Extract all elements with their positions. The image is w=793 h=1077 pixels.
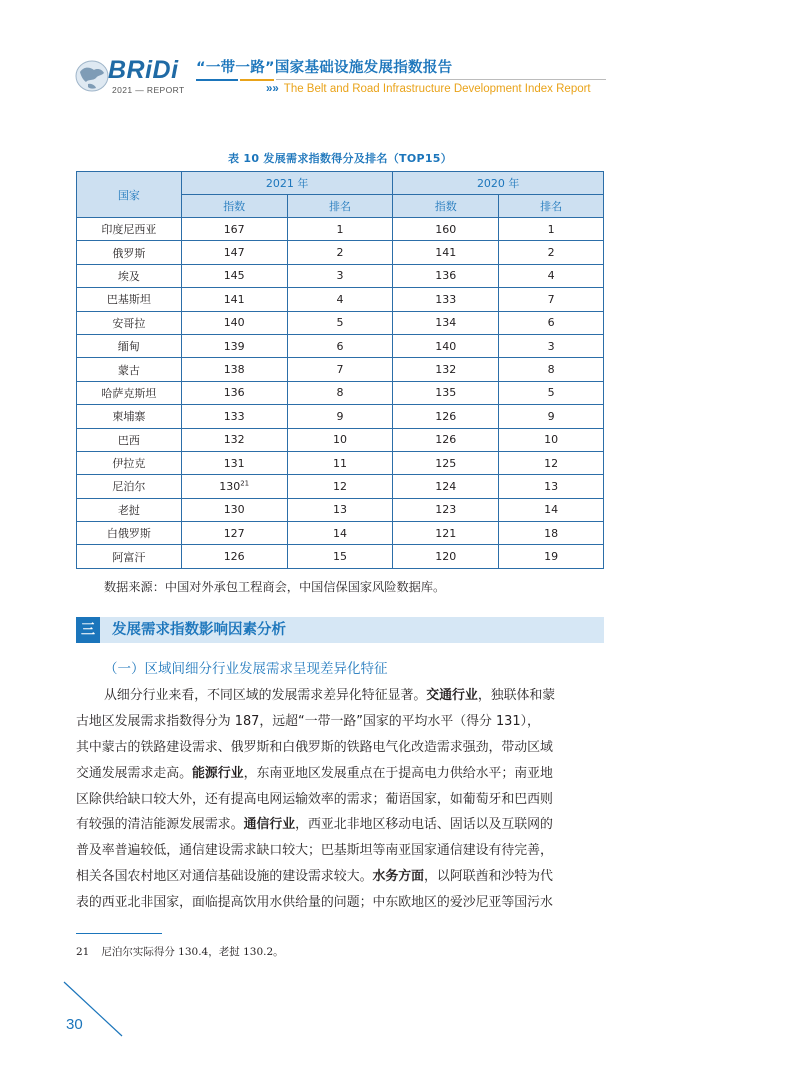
header-year-2020: 2020 年 [393, 172, 604, 195]
index-2020-cell: 121 [393, 522, 499, 545]
rank-2020-cell: 12 [499, 451, 604, 474]
index-2020-cell: 132 [393, 358, 499, 381]
rank-2021-cell: 10 [287, 428, 393, 451]
rank-2020-cell: 5 [499, 381, 604, 404]
rank-2021-cell: 7 [287, 358, 393, 381]
page-number: 30 [66, 1016, 83, 1033]
rank-2021-cell: 15 [287, 545, 393, 568]
footnote [76, 944, 284, 959]
rank-2021-cell: 1 [287, 218, 393, 241]
index-2020-cell: 133 [393, 288, 499, 311]
header-rule-gray [276, 79, 606, 80]
index-2021-cell: 126 [181, 545, 287, 568]
country-cell: 俄罗斯 [77, 241, 182, 264]
keyword-transport: 交通行业 [426, 688, 478, 703]
country-cell: 哈萨克斯坦 [77, 381, 182, 404]
body-paragraph [76, 683, 604, 916]
subsection-heading: （一）区域间细分行业发展需求呈现差异化特征 [104, 661, 388, 677]
rank-2020-cell: 19 [499, 545, 604, 568]
table-row [77, 475, 604, 498]
paragraph-line: 古地区发展需求指数得分为 187，远超“一带一路”国家的平均水平（得分 131）， [76, 713, 540, 729]
logo-wordmark: BRiDi [108, 56, 179, 84]
index-2020-cell: 120 [393, 545, 499, 568]
paragraph-line [76, 761, 604, 787]
paragraph-line [76, 812, 604, 838]
table-row [77, 498, 604, 521]
table-row [77, 522, 604, 545]
country-cell: 埃及 [77, 264, 182, 287]
country-cell: 蒙古 [77, 358, 182, 381]
header-rule-gold [240, 79, 274, 81]
report-title-cn: “一带一路”国家基础设施发展指数报告 [196, 60, 453, 76]
header-index-2020: 指数 [393, 195, 499, 218]
index-2021-cell [181, 475, 287, 498]
rank-2020-cell: 3 [499, 334, 604, 357]
keyword-telecom: 通信行业 [243, 817, 296, 833]
text-run: 交通发展需求走高。 [76, 765, 193, 781]
index-2020-cell: 124 [393, 475, 499, 498]
keyword-energy: 能源行业 [192, 765, 244, 781]
text-run: ，独联体和蒙 [477, 688, 556, 703]
index-2021-cell: 127 [181, 522, 287, 545]
footnote-divider [76, 933, 162, 934]
index-2020-cell: 136 [393, 264, 499, 287]
text-run: 从细分行业来看，不同区域的发展需求差异化特征显著。 [104, 688, 427, 703]
country-cell: 巴基斯坦 [77, 288, 182, 311]
logo-subtitle: 2021 — REPORT [112, 85, 185, 95]
text-run: 有较强的清洁能源发展需求。 [76, 817, 244, 833]
rank-2020-cell: 4 [499, 264, 604, 287]
index-2021-cell: 145 [181, 264, 287, 287]
rank-2020-cell: 18 [499, 522, 604, 545]
paragraph-line [76, 864, 604, 890]
country-cell: 老挝 [77, 498, 182, 521]
index-2020-cell: 126 [393, 405, 499, 428]
rank-2021-cell: 8 [287, 381, 393, 404]
index-2021-cell: 141 [181, 288, 287, 311]
country-cell: 伊拉克 [77, 451, 182, 474]
rank-2020-cell: 7 [499, 288, 604, 311]
table-row [77, 545, 604, 568]
text-run: ，西亚北非地区移动电话、固话以及互联网的 [295, 817, 553, 833]
rank-2020-cell: 13 [499, 475, 604, 498]
paragraph-line: 表的西亚北非国家，面临提高饮用水供给量的问题；中东欧地区的爱沙尼亚等国污水 [76, 895, 553, 911]
footnote-number: 21 [76, 946, 90, 958]
ranking-table [76, 171, 604, 569]
header-rank-2021: 排名 [287, 195, 393, 218]
index-2021-cell: 130 [181, 498, 287, 521]
index-2020-cell: 160 [393, 218, 499, 241]
table-row [77, 451, 604, 474]
paragraph-line: 普及率普遍较低，通信建设需求缺口较大；巴基斯坦等南亚国家通信建设有待完善， [76, 843, 553, 859]
data-source-note: 数据来源：中国对外承包工程商会，中国信保国家风险数据库。 [104, 580, 446, 594]
rank-2021-cell: 14 [287, 522, 393, 545]
rank-2021-cell: 9 [287, 405, 393, 428]
rank-2021-cell: 5 [287, 311, 393, 334]
rank-2020-cell: 9 [499, 405, 604, 428]
double-chevron-icon: »» [266, 83, 279, 95]
index-2020-cell: 134 [393, 311, 499, 334]
paragraph-line [76, 683, 604, 709]
country-cell: 印度尼西亚 [77, 218, 182, 241]
paragraph-line: 区除供给缺口较大外，还有提高电网运输效率的需求；葡语国家，如葡萄牙和巴西则 [76, 791, 553, 807]
index-2021-cell: 138 [181, 358, 287, 381]
rank-2021-cell: 6 [287, 334, 393, 357]
report-title-en-text: The Belt and Road Infrastructure Development Index Report [283, 83, 591, 95]
table-row [77, 358, 604, 381]
index-2020-cell: 125 [393, 451, 499, 474]
index-2021-cell: 133 [181, 405, 287, 428]
section-title: 发展需求指数影响因素分析 [112, 622, 286, 638]
report-logo [74, 56, 186, 96]
country-cell: 巴西 [77, 428, 182, 451]
footnote-text: 尼泊尔实际得分 130.4，老挝 130.2。 [101, 946, 284, 958]
rank-2021-cell: 12 [287, 475, 393, 498]
index-2021-value: 130 [219, 479, 241, 493]
keyword-water: 水务方面 [372, 869, 425, 885]
header-country: 国家 [77, 172, 182, 218]
paragraph-line: 其中蒙古的铁路建设需求、俄罗斯和白俄罗斯的铁路电气化改造需求强劲，带动区域 [76, 739, 553, 755]
rank-2021-cell: 4 [287, 288, 393, 311]
table-row [77, 218, 604, 241]
rank-2020-cell: 6 [499, 311, 604, 334]
index-2021-cell: 147 [181, 241, 287, 264]
index-2021-cell: 139 [181, 334, 287, 357]
section-heading-bar [76, 617, 604, 643]
country-cell: 阿富汗 [77, 545, 182, 568]
footnote-ref: 21 [240, 479, 250, 488]
rank-2021-cell: 2 [287, 241, 393, 264]
rank-2020-cell: 8 [499, 358, 604, 381]
rank-2021-cell: 3 [287, 264, 393, 287]
table-row [77, 264, 604, 287]
text-run: ，以阿联酋和沙特为代 [424, 869, 553, 885]
rank-2021-cell: 13 [287, 498, 393, 521]
index-2020-cell: 126 [393, 428, 499, 451]
table-row [77, 334, 604, 357]
header-rule-blue [196, 79, 238, 81]
country-cell: 柬埔寨 [77, 405, 182, 428]
table-row [77, 428, 604, 451]
table-row [77, 241, 604, 264]
table-row [77, 405, 604, 428]
text-run: ，东南亚地区发展重点在于提高电力供给水平；南亚地 [243, 765, 553, 781]
index-2021-cell: 136 [181, 381, 287, 404]
country-cell: 缅甸 [77, 334, 182, 357]
report-title-en [266, 83, 591, 95]
index-2020-cell: 141 [393, 241, 499, 264]
rank-2020-cell: 2 [499, 241, 604, 264]
header-year-2021: 2021 年 [181, 172, 393, 195]
index-2021-cell: 132 [181, 428, 287, 451]
rank-2020-cell: 14 [499, 498, 604, 521]
rank-2020-cell: 10 [499, 428, 604, 451]
header-rank-2020: 排名 [499, 195, 604, 218]
index-2020-cell: 135 [393, 381, 499, 404]
country-cell: 白俄罗斯 [77, 522, 182, 545]
text-run: 相关各国农村地区对通信基础设施的建设需求较大。 [76, 869, 373, 885]
index-2021-cell: 131 [181, 451, 287, 474]
index-2021-cell: 140 [181, 311, 287, 334]
table-row [77, 288, 604, 311]
section-number: 三 [76, 617, 100, 643]
index-2021-cell: 167 [181, 218, 287, 241]
table-caption: 表 10 发展需求指数得分及排名（TOP15） [227, 152, 453, 165]
header-index-2021: 指数 [181, 195, 287, 218]
country-cell: 安哥拉 [77, 311, 182, 334]
table-row [77, 381, 604, 404]
country-cell: 尼泊尔 [77, 475, 182, 498]
table-row [77, 311, 604, 334]
index-2020-cell: 123 [393, 498, 499, 521]
rank-2021-cell: 11 [287, 451, 393, 474]
rank-2020-cell: 1 [499, 218, 604, 241]
index-2020-cell: 140 [393, 334, 499, 357]
